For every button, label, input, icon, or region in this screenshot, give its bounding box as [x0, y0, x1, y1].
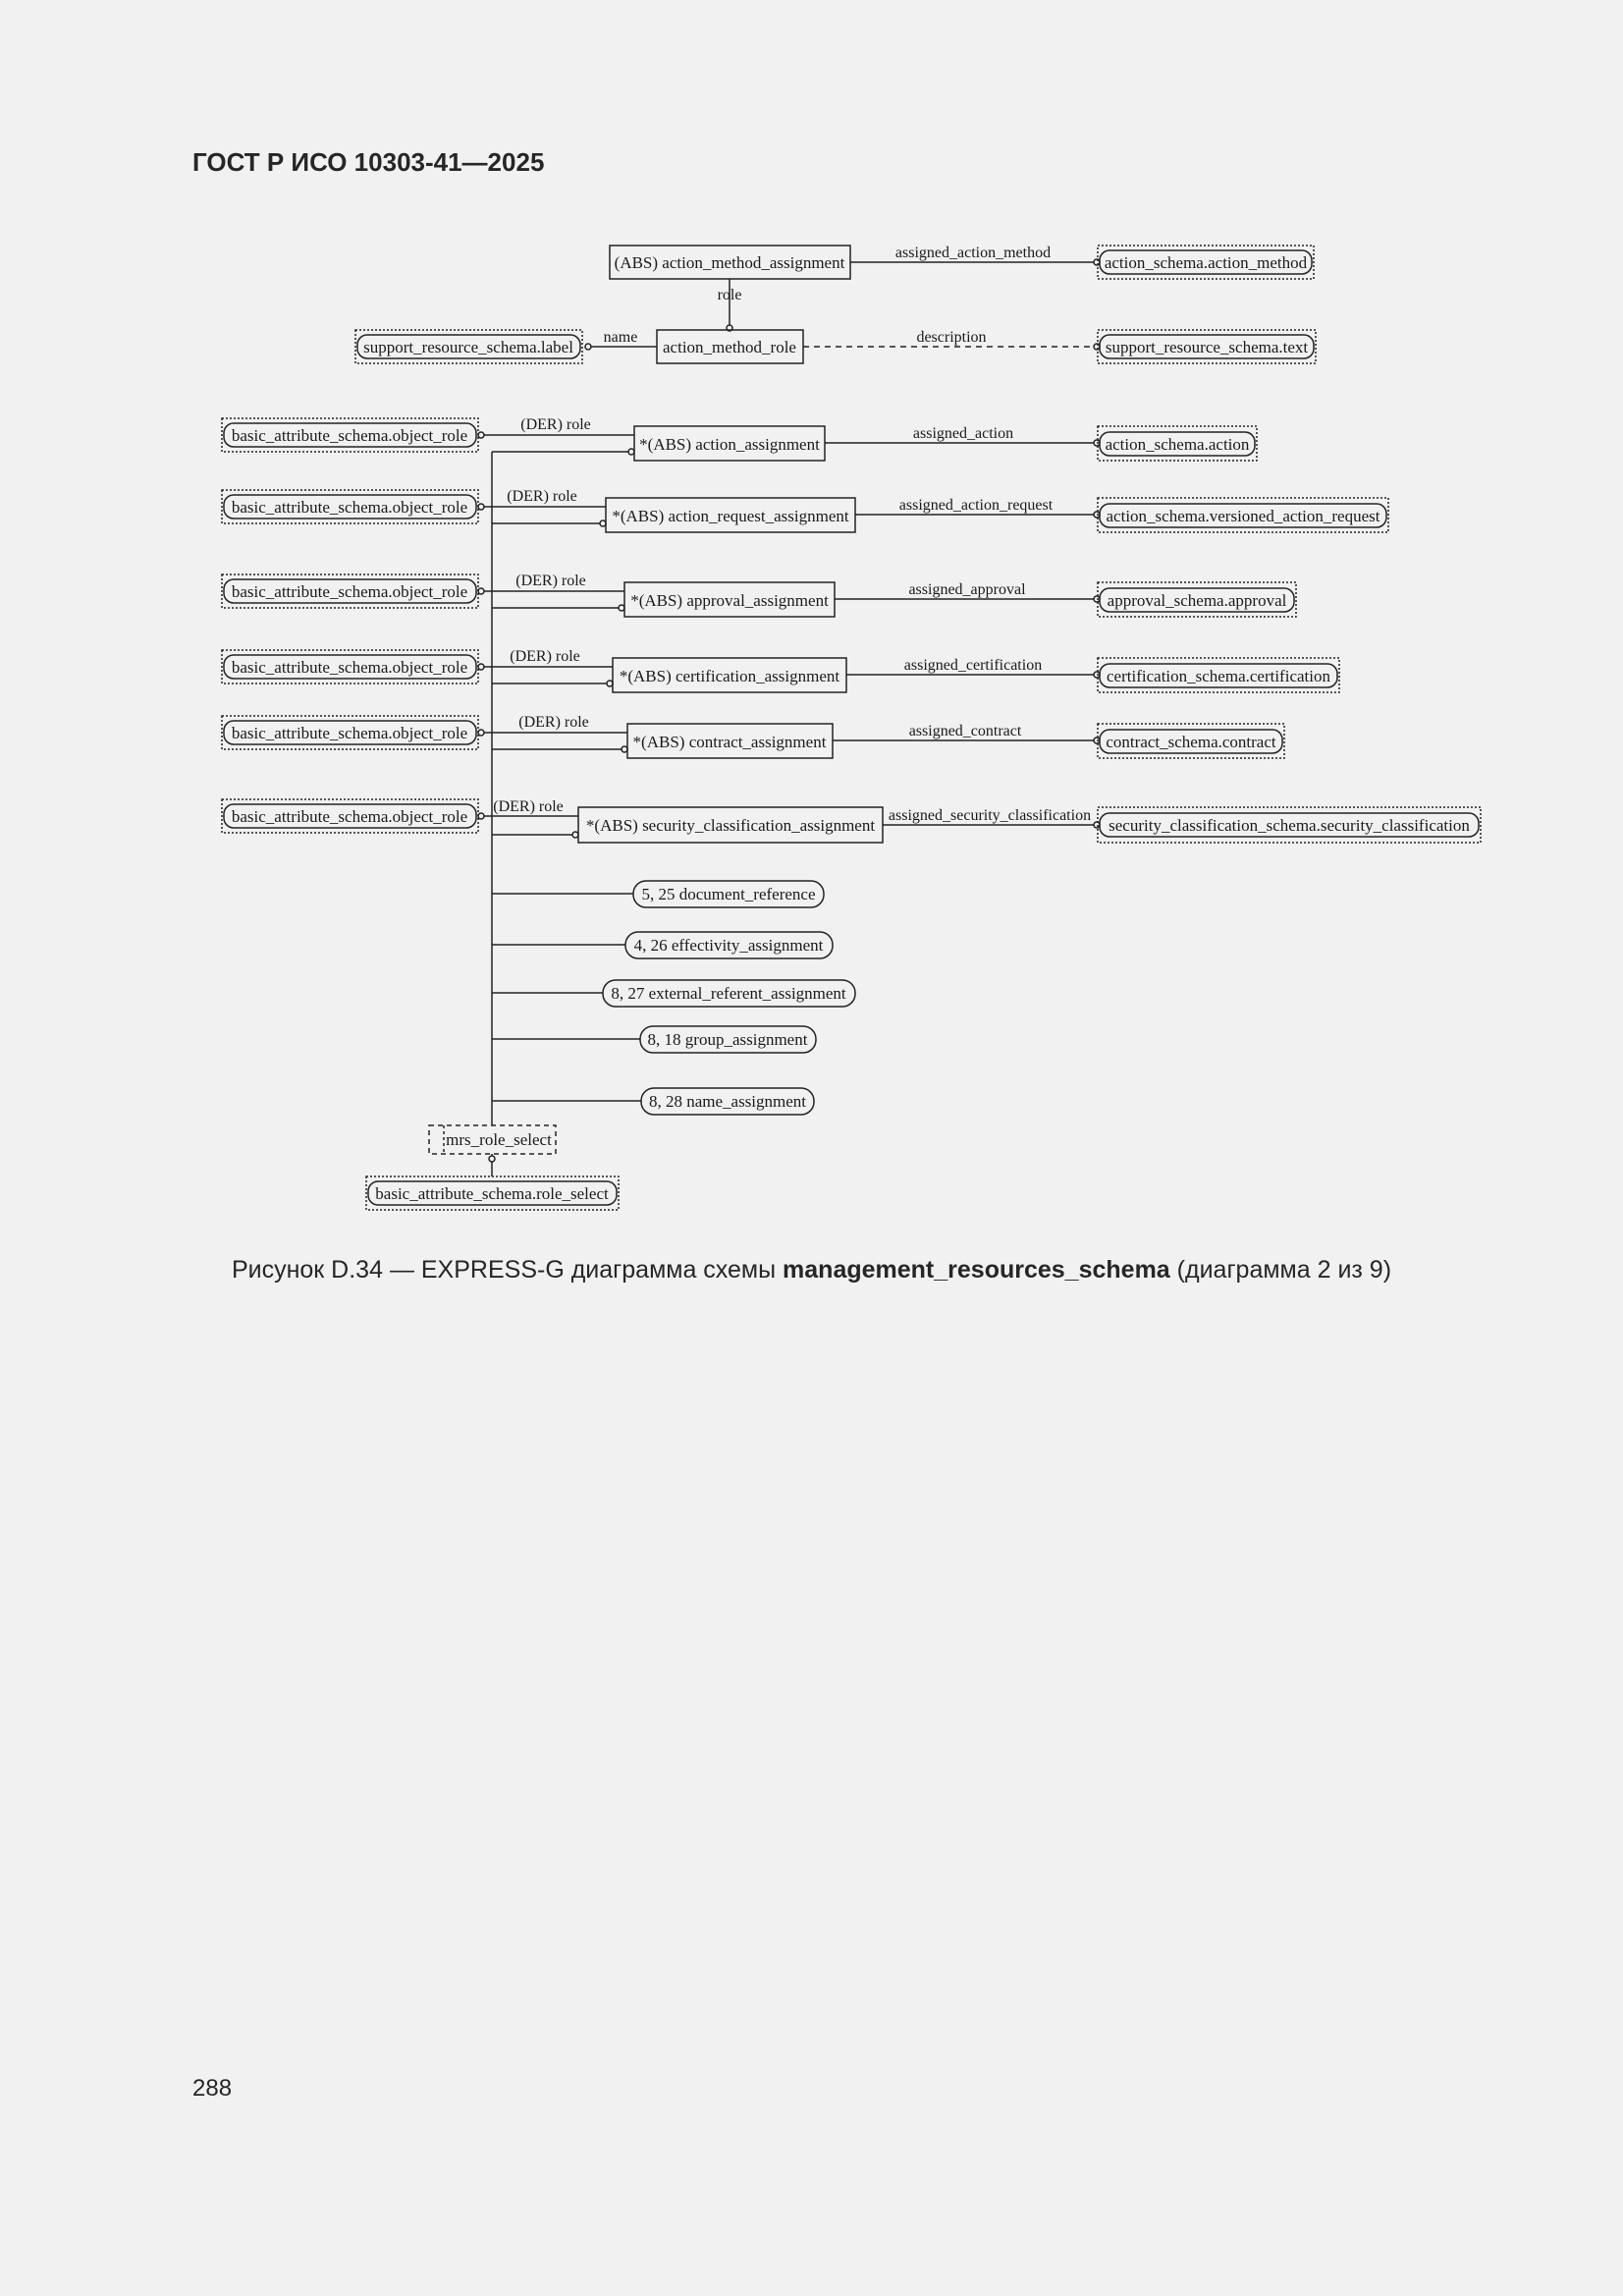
- attr-der-role-5: (DER) role: [518, 714, 589, 731]
- document-header: ГОСТ Р ИСО 10303-41—2025: [192, 147, 545, 177]
- ref-certification: certification_schema.certification: [1107, 667, 1330, 685]
- attr-description: description: [916, 329, 987, 346]
- caption-prefix: Рисунок D.34 — EXPRESS-G диаграмма схемы: [231, 1256, 777, 1284]
- entity-security-classification-assignment: *(ABS) security_classification_assignment: [585, 816, 876, 835]
- figure-caption: [0, 1256, 1623, 1285]
- ref-support-label: support_resource_schema.label: [363, 338, 573, 356]
- ref-object-role-5: basic_attribute_schema.object_role: [231, 724, 468, 742]
- ref-versioned-action-request: action_schema.versioned_action_request: [1106, 507, 1380, 525]
- attr-der-role-6: (DER) role: [493, 798, 564, 815]
- entity-action-method-assignment: (ABS) action_method_assignment: [614, 253, 845, 272]
- attr-role: role: [717, 287, 742, 303]
- ref-support-text: support_resource_schema.text: [1105, 338, 1309, 356]
- entity-action-method-role: action_method_role: [663, 338, 796, 356]
- caption-suffix: (диаграмма 2 из 9): [1176, 1256, 1392, 1284]
- attr-assigned-action-method: assigned_action_method: [894, 245, 1052, 261]
- attr-assigned-action-request: assigned_action_request: [898, 497, 1054, 514]
- ref-object-role-4: basic_attribute_schema.object_role: [231, 658, 468, 677]
- ref-role-select: basic_attribute_schema.role_select: [375, 1184, 609, 1203]
- attr-der-role-1: (DER) role: [520, 416, 591, 433]
- ref-object-role-2: basic_attribute_schema.object_role: [231, 498, 468, 517]
- select-type-mrs-role-select: mrs_role_select: [446, 1130, 552, 1149]
- ref-approval: approval_schema.approval: [1107, 591, 1287, 610]
- attr-der-role-2: (DER) role: [507, 488, 577, 505]
- ref-security-classification: security_classification_schema.security_classification: [1109, 816, 1470, 835]
- ref-contract: contract_schema.contract: [1106, 733, 1276, 751]
- attr-assigned-security-classification: assigned_security_classification: [888, 807, 1092, 824]
- attr-der-role-4: (DER) role: [510, 648, 580, 665]
- ref-object-role-1: basic_attribute_schema.object_role: [231, 426, 468, 445]
- attr-assigned-approval: assigned_approval: [908, 581, 1026, 598]
- caption-schema-name: management_resources_schema: [783, 1256, 1170, 1284]
- entity-action-request-assignment: *(ABS) action_request_assignment: [612, 507, 849, 525]
- entity-action-assignment: *(ABS) action_assignment: [639, 435, 820, 454]
- ref-action-schema-action-method: action_schema.action_method: [1104, 253, 1308, 272]
- entity-certification-assignment: *(ABS) certification_assignment: [619, 667, 840, 685]
- page-number: 288: [192, 2075, 233, 2102]
- page-ref-name-assignment: 8, 28 name_assignment: [648, 1092, 807, 1111]
- attr-assigned-certification: assigned_certification: [903, 657, 1043, 674]
- page-ref-group-assignment: 8, 18 group_assignment: [647, 1030, 808, 1049]
- attr-der-role-3: (DER) role: [515, 573, 586, 589]
- attr-assigned-contract: assigned_contract: [908, 723, 1022, 739]
- entity-contract-assignment: *(ABS) contract_assignment: [632, 733, 827, 751]
- ref-object-role-3: basic_attribute_schema.object_role: [231, 582, 468, 601]
- entity-approval-assignment: *(ABS) approval_assignment: [630, 591, 829, 610]
- ref-object-role-6: basic_attribute_schema.object_role: [231, 807, 468, 826]
- page-ref-effectivity-assignment: 4, 26 effectivity_assignment: [633, 936, 824, 955]
- page-ref-external-referent-assignment: 8, 27 external_referent_assignment: [611, 984, 846, 1003]
- ref-action-schema-action: action_schema.action: [1105, 435, 1250, 454]
- attr-assigned-action: assigned_action: [912, 425, 1014, 442]
- page-ref-document-reference: 5, 25 document_reference: [641, 885, 816, 903]
- attr-name: name: [603, 329, 638, 346]
